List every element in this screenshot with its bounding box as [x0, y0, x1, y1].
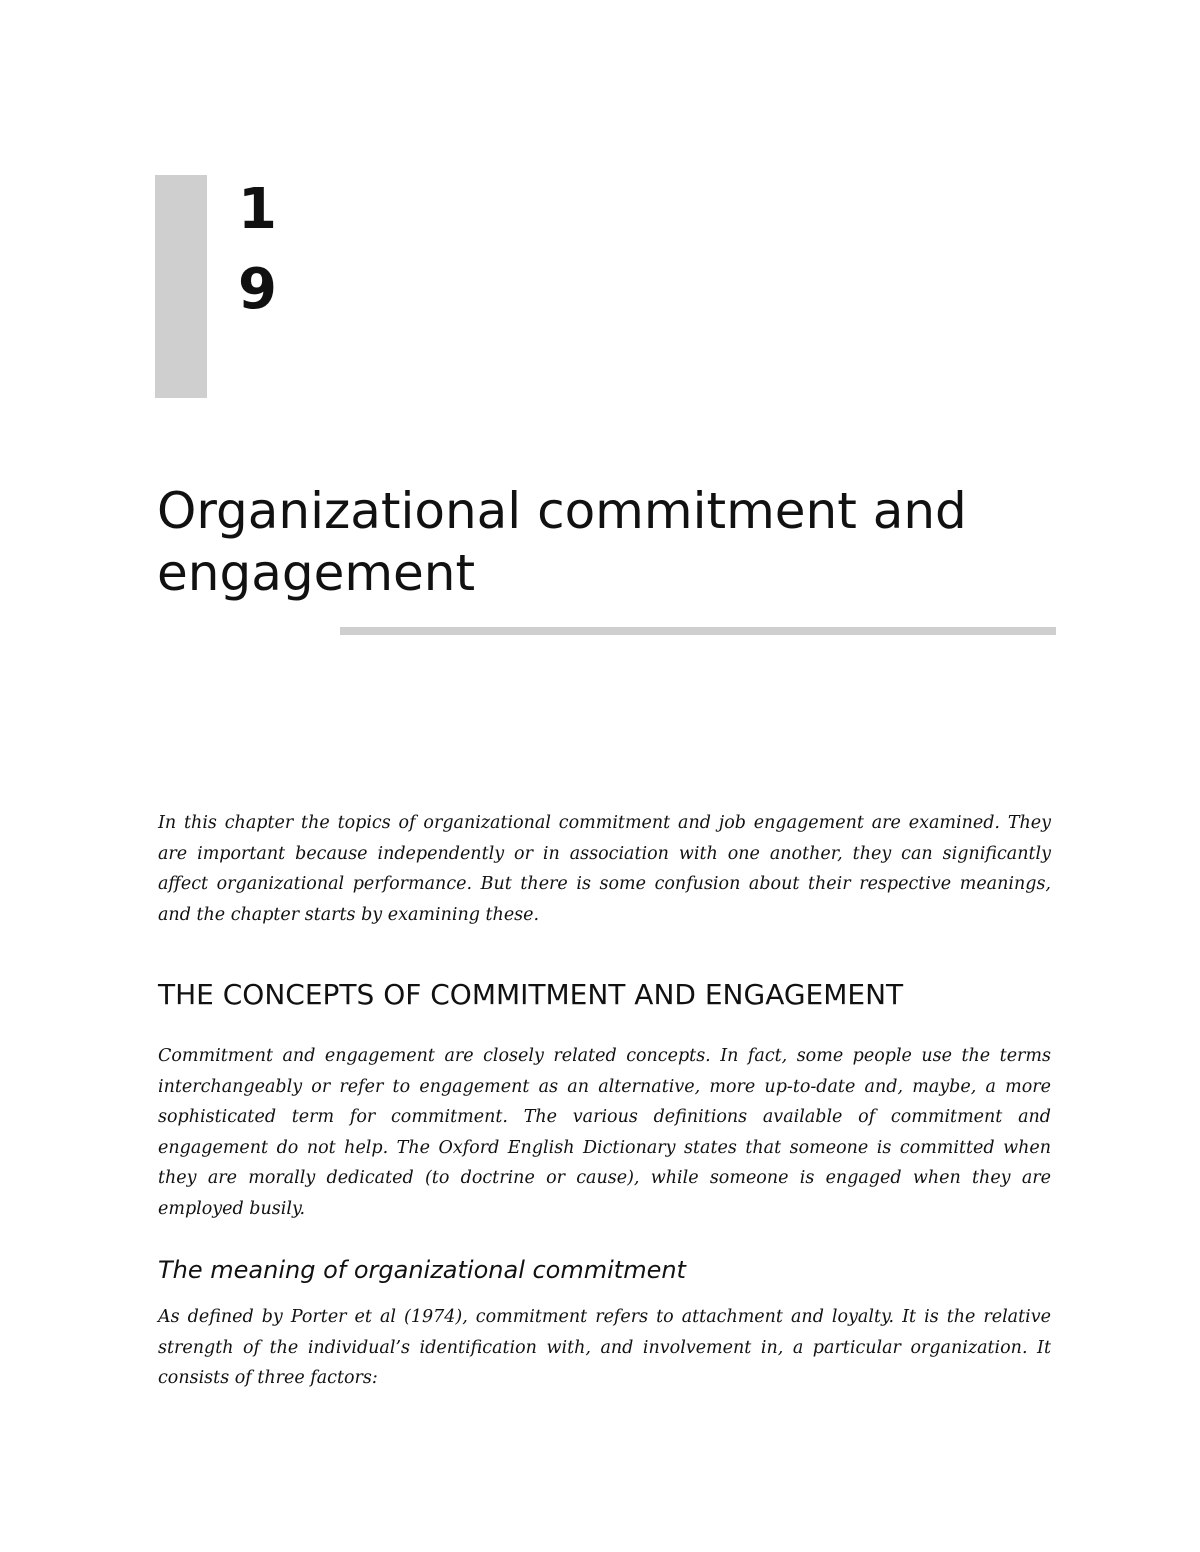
- chapter-title: Organizational commitment and engagement: [157, 482, 967, 602]
- chapter-number-first-digit: 1: [238, 177, 277, 242]
- section-heading: THE CONCEPTS OF COMMITMENT AND ENGAGEMENT: [158, 978, 904, 1011]
- intro-paragraph: In this chapter the topics of organizational commitment and job engagement are examined. They are important because independently or in association with one another, they can significantly affect organizational performance. But there is some confusion about their respective meanings, and the chapter starts by examining these.: [158, 813, 1051, 925]
- subsection-heading: The meaning of organizational commitment: [158, 1256, 686, 1284]
- chapter-marker-bar: [155, 175, 207, 398]
- subsection-paragraph: As defined by Porter et al (1974), commitment refers to attachment and loyalty. It is the relative strength of the individual’s identification with, and involvement in, a particular organization. It consists of three factors:: [158, 1307, 1051, 1388]
- chapter-number-second-digit: 9: [238, 257, 277, 322]
- section-paragraph: Commitment and engagement are closely related concepts. In fact, some people use the terms interchangeably or refer to engagement as an alternative, more up-to-date and, maybe, a more sophisticated term for commitment. The various definitions available of commitment and engagement do not help. The Oxford English Dictionary states that someone is committed when they are morally dedicated (to doctrine or cause), while someone is engaged when they are employed busily.: [158, 1046, 1051, 1219]
- title-underline-rule: [340, 627, 1056, 635]
